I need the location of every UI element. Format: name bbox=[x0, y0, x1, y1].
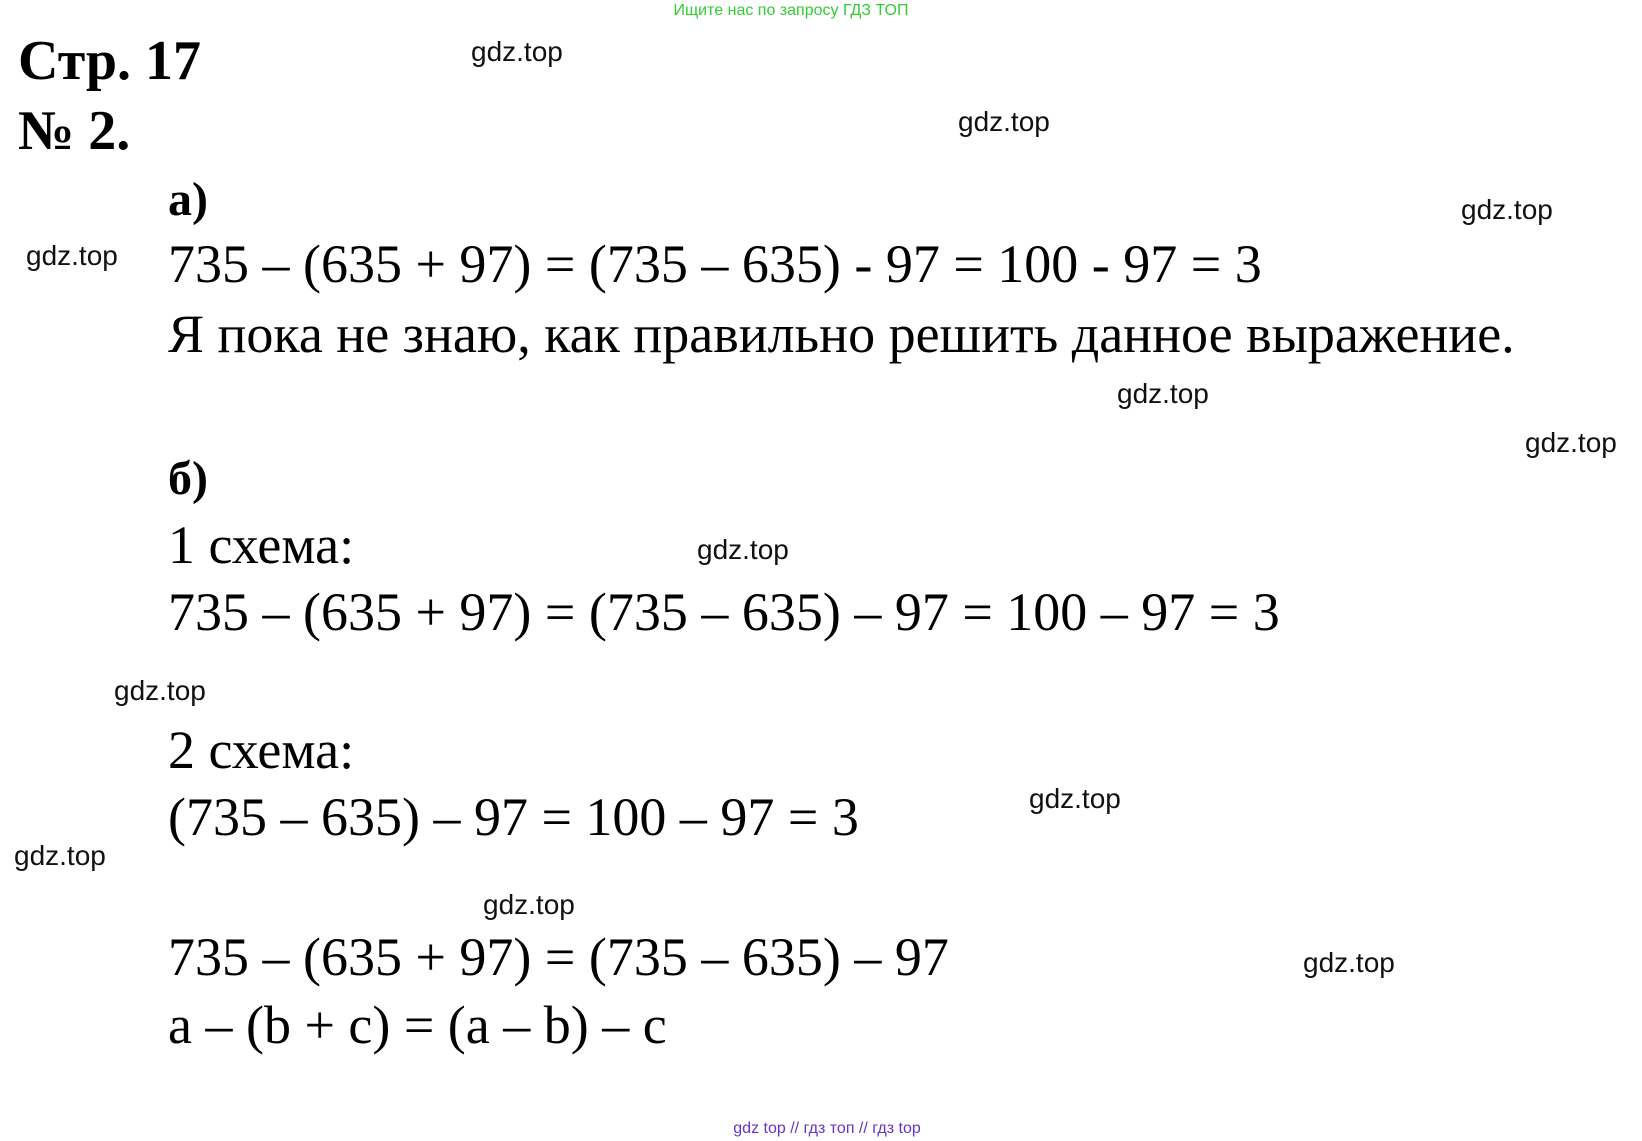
part-a-equation: 735 – (635 + 97) = (735 – 635) - 97 = 100 - 97 = 3 bbox=[168, 234, 1262, 294]
watermark: gdz.top bbox=[483, 889, 575, 920]
watermark: gdz.top bbox=[26, 240, 118, 271]
watermark: gdz.top bbox=[1303, 947, 1395, 978]
scheme2-label: 2 схема: bbox=[168, 720, 355, 780]
page-heading: Стр. 17 bbox=[18, 30, 202, 92]
identity-general: a – (b + c) = (a – b) – c bbox=[168, 995, 667, 1055]
part-b-label: б) bbox=[168, 452, 208, 505]
watermark: gdz.top bbox=[1461, 194, 1553, 225]
footer bbox=[0, 1120, 1642, 1138]
part-a-label: а) bbox=[168, 173, 208, 226]
watermark: gdz.top bbox=[14, 840, 106, 871]
watermark: gdz.top bbox=[114, 675, 206, 706]
watermark: gdz.top bbox=[1117, 378, 1209, 409]
watermark: gdz.top bbox=[1029, 783, 1121, 814]
watermark: gdz.top bbox=[1525, 427, 1617, 458]
scheme1-label: 1 схема: bbox=[168, 515, 355, 575]
top-banner bbox=[0, 2, 1642, 20]
watermark: gdz.top bbox=[958, 106, 1050, 137]
watermark: gdz.top bbox=[471, 36, 563, 67]
scheme1-equation: 735 – (635 + 97) = (735 – 635) – 97 = 100 – 97 = 3 bbox=[168, 582, 1280, 642]
top-banner-text: Ищите нас по запросу ГДЗ ТОП bbox=[673, 2, 909, 19]
task-number: № 2. bbox=[18, 100, 131, 162]
identity-numeric: 735 – (635 + 97) = (735 – 635) – 97 bbox=[168, 927, 949, 987]
footer-text: gdz top // гдз топ // гдз top bbox=[733, 1120, 921, 1137]
watermark: gdz.top bbox=[697, 534, 789, 565]
scheme2-equation: (735 – 635) – 97 = 100 – 97 = 3 bbox=[168, 787, 859, 847]
part-a-comment: Я пока не знаю, как правильно решить данное выражение. bbox=[168, 304, 1515, 364]
